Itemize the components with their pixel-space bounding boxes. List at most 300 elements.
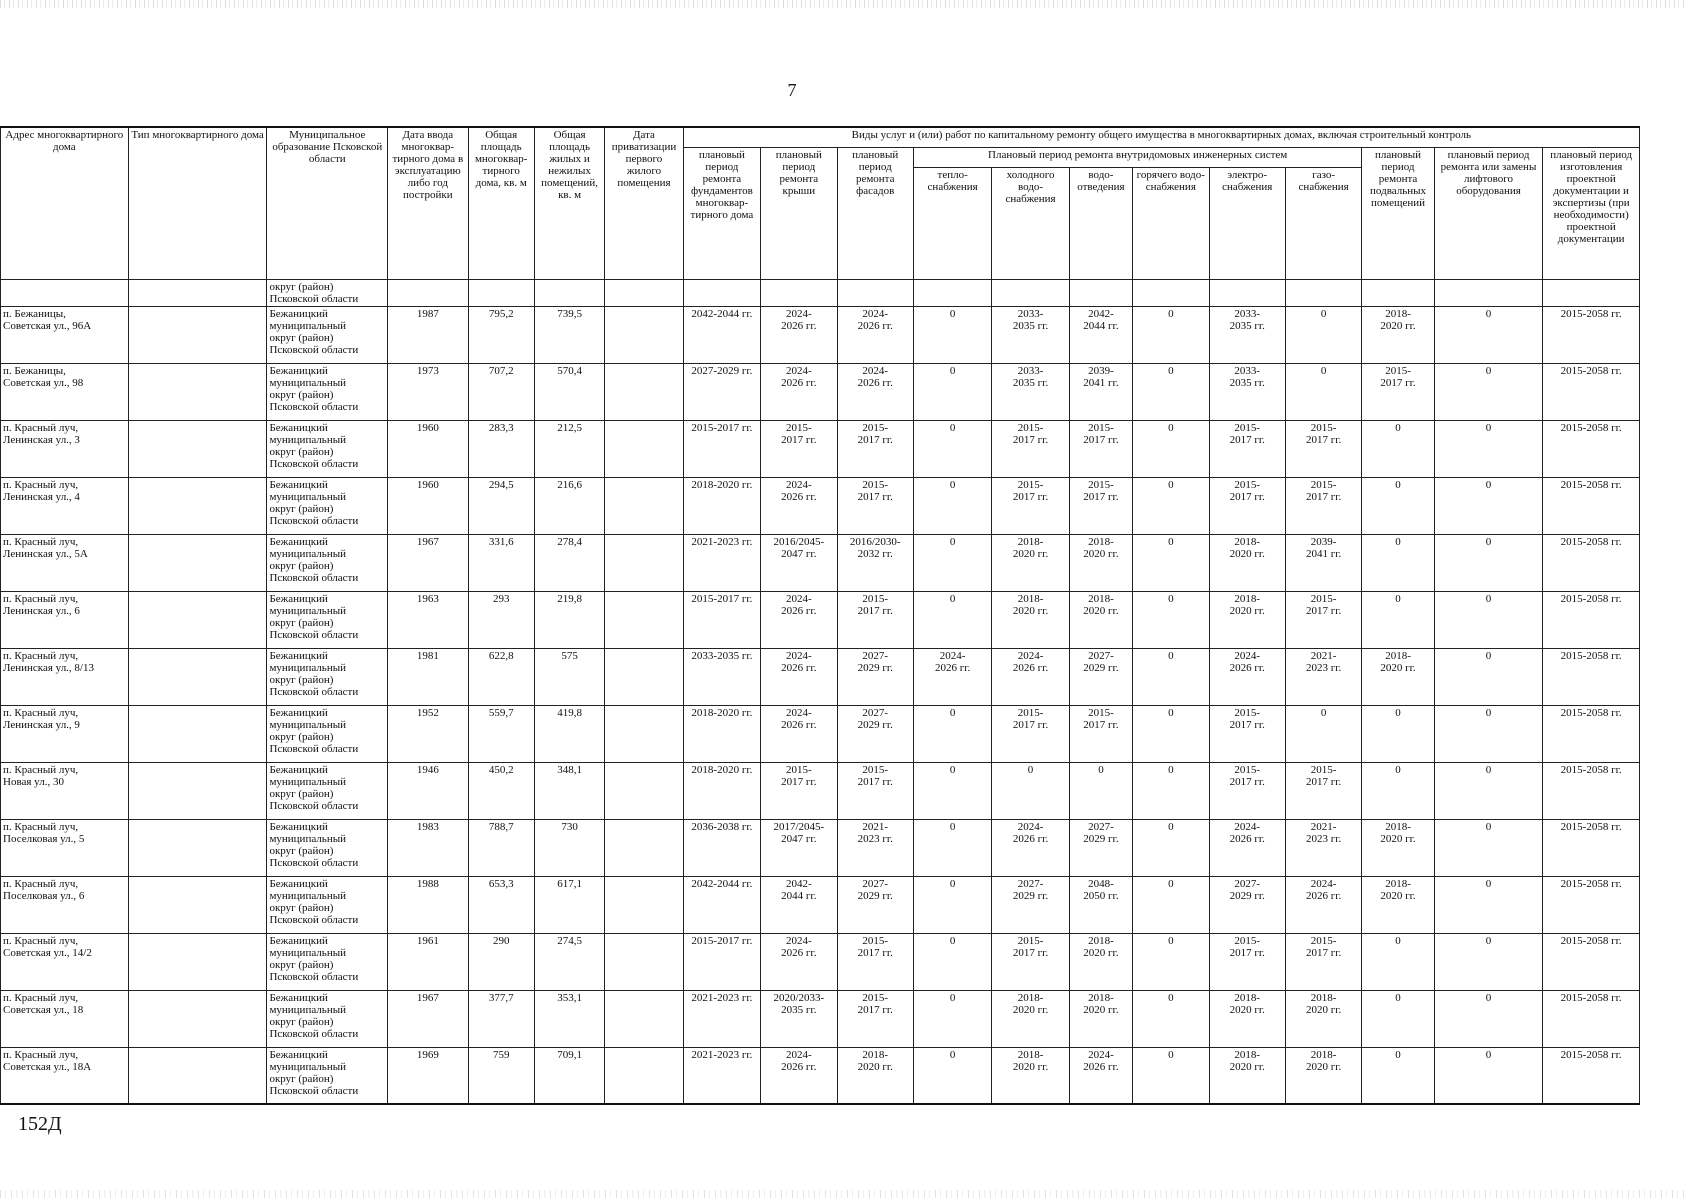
header-elevator: плановый период ремонта или замены лифтового оборудования (1434, 147, 1543, 279)
cell-facade: 2021- 2023 гг. (837, 819, 913, 876)
cell-foundation: 2018-2020 гг. (683, 477, 760, 534)
cell-address: п. Красный луч, Ленинская ул., 8/13 (1, 648, 129, 705)
cell-heating: 0 (913, 420, 991, 477)
cell-roof: 2024- 2026 гг. (761, 591, 837, 648)
cell-living-area: 575 (534, 648, 604, 705)
header-systems-group: Плановый период ремонта внутридомовых инженерных систем (913, 147, 1361, 167)
cell-gas: 2024- 2026 гг. (1285, 876, 1361, 933)
cell-electricity: 2015- 2017 гг. (1209, 933, 1285, 990)
cell-year: 1960 (388, 477, 468, 534)
cell-facade: 2015- 2017 гг. (837, 420, 913, 477)
cell-cold-water: 2024- 2026 гг. (992, 819, 1069, 876)
cell-elevator: 0 (1434, 1047, 1543, 1104)
cell-sewerage: 2018- 2020 гг. (1069, 990, 1132, 1047)
cell-basement: 0 (1362, 591, 1434, 648)
cell-type (128, 990, 267, 1047)
cell-heating: 0 (913, 306, 991, 363)
cell-facade: 2024- 2026 гг. (837, 363, 913, 420)
cell-sewerage: 2027- 2029 гг. (1069, 819, 1132, 876)
cell-basement: 0 (1362, 990, 1434, 1047)
cell-hot-water: 0 (1133, 762, 1209, 819)
cell-year: 1969 (388, 1047, 468, 1104)
cell-design: 2015-2058 гг. (1543, 477, 1640, 534)
cell-roof: 2042- 2044 гг. (761, 876, 837, 933)
cell-foundation: 2018-2020 гг. (683, 705, 760, 762)
cell-electricity: 2033- 2035 гг. (1209, 306, 1285, 363)
cell-elevator: 0 (1434, 648, 1543, 705)
cell-basement: 0 (1362, 420, 1434, 477)
cell-heating: 0 (913, 762, 991, 819)
cell-heating: 0 (913, 876, 991, 933)
cell-address: п. Бежаницы, Советская ул., 98 (1, 363, 129, 420)
cell-electricity: 2015- 2017 гг. (1209, 477, 1285, 534)
cell-address: п. Красный луч, Новая ул., 30 (1, 762, 129, 819)
cell-municipality: округ (район) Псковской области (267, 279, 388, 306)
cell-gas: 0 (1285, 306, 1361, 363)
cell-cold-water: 2015- 2017 гг. (992, 420, 1069, 477)
cell-privatization (605, 534, 683, 591)
cell-address: п. Красный луч, Поселковая ул., 5 (1, 819, 129, 876)
cell-living-area: 570,4 (534, 363, 604, 420)
cell-design: 2015-2058 гг. (1543, 534, 1640, 591)
cell-electricity: 2024- 2026 гг. (1209, 648, 1285, 705)
cell-electricity: 2015- 2017 гг. (1209, 705, 1285, 762)
table-row (1, 762, 1640, 819)
cell-total-area: 450,2 (468, 762, 534, 819)
cell-design: 2015-2058 гг. (1543, 762, 1640, 819)
cell-total-area: 653,3 (468, 876, 534, 933)
cell-sewerage: 2027- 2029 гг. (1069, 648, 1132, 705)
cell-design: 2015-2058 гг. (1543, 420, 1640, 477)
cell-total-area: 377,7 (468, 990, 534, 1047)
cell-living-area: 348,1 (534, 762, 604, 819)
cell-living-area: 278,4 (534, 534, 604, 591)
cell-cold-water: 2018- 2020 гг. (992, 591, 1069, 648)
cell-year: 1987 (388, 306, 468, 363)
header-basement: плановый период ремонта подвальных помещений (1362, 147, 1434, 279)
cell-basement: 2018- 2020 гг. (1362, 306, 1434, 363)
cell-basement: 0 (1362, 705, 1434, 762)
cell-gas: 2015- 2017 гг. (1285, 420, 1361, 477)
cell-electricity: 2018- 2020 гг. (1209, 591, 1285, 648)
cell-basement: 2015- 2017 гг. (1362, 363, 1434, 420)
header-total-area: Общая площадь многоквар-тирного дома, кв. м (468, 127, 534, 279)
cell-municipality: Бежаницкий муниципальный округ (район) Псковской области (267, 591, 388, 648)
cell-foundation: 2042-2044 гг. (683, 876, 760, 933)
cell-address: п. Красный луч, Советская ул., 14/2 (1, 933, 129, 990)
cell-roof: 2016/2045- 2047 гг. (761, 534, 837, 591)
cell-year: 1961 (388, 933, 468, 990)
cell-gas: 2015- 2017 гг. (1285, 762, 1361, 819)
cell-privatization (605, 819, 683, 876)
header-privatization-date: Дата приватизации первого жилого помещения (605, 127, 683, 279)
cell-total-area: 622,8 (468, 648, 534, 705)
cell-gas: 2015- 2017 гг. (1285, 477, 1361, 534)
cell-type (128, 534, 267, 591)
cell-year: 1983 (388, 819, 468, 876)
cell-electricity: 2015- 2017 гг. (1209, 762, 1285, 819)
cell-sewerage: 2018- 2020 гг. (1069, 591, 1132, 648)
cell-basement: 0 (1362, 1047, 1434, 1104)
cell-sewerage: 2015- 2017 гг. (1069, 420, 1132, 477)
cell-municipality: Бежаницкий муниципальный округ (район) Псковской области (267, 420, 388, 477)
header-facade: плановый период ремонта фасадов (837, 147, 913, 279)
cell-gas: 0 (1285, 705, 1361, 762)
cell-privatization (605, 1047, 683, 1104)
table-row (1, 363, 1640, 420)
cell-type (128, 591, 267, 648)
header-hot-water: горячего водо-снабжения (1133, 167, 1209, 279)
cell-electricity: 2018- 2020 гг. (1209, 1047, 1285, 1104)
cell-total-area: 559,7 (468, 705, 534, 762)
cell-type (128, 933, 267, 990)
cell-privatization (605, 933, 683, 990)
cell-hot-water: 0 (1133, 591, 1209, 648)
header-design-docs: плановый период изготовления проектной документации и экспертизы (при необходимости) проектной документации (1543, 147, 1640, 279)
cell-total-area: 788,7 (468, 819, 534, 876)
cell-foundation: 2021-2023 гг. (683, 990, 760, 1047)
cell-gas: 0 (1285, 363, 1361, 420)
table-row (1, 648, 1640, 705)
cell-municipality: Бежаницкий муниципальный округ (район) Псковской области (267, 1047, 388, 1104)
table-body (1, 279, 1640, 1104)
cell-gas: 2021- 2023 гг. (1285, 819, 1361, 876)
cell-elevator: 0 (1434, 762, 1543, 819)
cell-address: п. Красный луч, Ленинская ул., 9 (1, 705, 129, 762)
cell-cold-water: 2018- 2020 гг. (992, 534, 1069, 591)
cell-year: 1988 (388, 876, 468, 933)
cell-basement: 2018- 2020 гг. (1362, 876, 1434, 933)
table-row (1, 306, 1640, 363)
cell-roof: 2024- 2026 гг. (761, 363, 837, 420)
cell-municipality: Бежаницкий муниципальный округ (район) Псковской области (267, 819, 388, 876)
cell-type (128, 762, 267, 819)
cell-heating: 0 (913, 990, 991, 1047)
cell-basement: 2018- 2020 гг. (1362, 648, 1434, 705)
cell-municipality: Бежаницкий муниципальный округ (район) Псковской области (267, 648, 388, 705)
table-row (1, 819, 1640, 876)
cell-address: п. Красный луч, Советская ул., 18А (1, 1047, 129, 1104)
table-row (1, 933, 1640, 990)
cell-year: 1960 (388, 420, 468, 477)
cell-design: 2015-2058 гг. (1543, 876, 1640, 933)
cell-year: 1973 (388, 363, 468, 420)
cell-roof: 2024- 2026 гг. (761, 477, 837, 534)
cell-facade: 2015- 2017 гг. (837, 591, 913, 648)
cell-foundation: 2015-2017 гг. (683, 933, 760, 990)
cell-living-area: 709,1 (534, 1047, 604, 1104)
cell-living-area: 419,8 (534, 705, 604, 762)
cell-cold-water: 2018- 2020 гг. (992, 1047, 1069, 1104)
table-row (1, 420, 1640, 477)
cell-total-area: 759 (468, 1047, 534, 1104)
cell-address: п. Красный луч, Ленинская ул., 4 (1, 477, 129, 534)
cell-basement: 0 (1362, 534, 1434, 591)
cell-hot-water: 0 (1133, 705, 1209, 762)
table-row (1, 477, 1640, 534)
cell-gas: 2021- 2023 гг. (1285, 648, 1361, 705)
cell-living-area: 219,8 (534, 591, 604, 648)
cell-type (128, 876, 267, 933)
cell-basement: 0 (1362, 762, 1434, 819)
cell-roof: 2024- 2026 гг. (761, 705, 837, 762)
cell-facade: 2015- 2017 гг. (837, 990, 913, 1047)
scan-noise-top (0, 0, 1686, 8)
cell-living-area: 274,5 (534, 933, 604, 990)
cell-municipality: Бежаницкий муниципальный округ (район) Псковской области (267, 762, 388, 819)
cell-privatization (605, 306, 683, 363)
cell-foundation: 2018-2020 гг. (683, 762, 760, 819)
cell-address: п. Красный луч, Советская ул., 18 (1, 990, 129, 1047)
cell-heating: 0 (913, 477, 991, 534)
cell-elevator: 0 (1434, 591, 1543, 648)
cell-type (128, 819, 267, 876)
scan-noise-bottom (0, 1190, 1686, 1198)
cell-type (128, 363, 267, 420)
cell-privatization (605, 477, 683, 534)
table-row (1, 1047, 1640, 1104)
cell-roof: 2024- 2026 гг. (761, 648, 837, 705)
cell-design: 2015-2058 гг. (1543, 1047, 1640, 1104)
cell-hot-water: 0 (1133, 534, 1209, 591)
cell-elevator: 0 (1434, 363, 1543, 420)
cell-heating: 0 (913, 1047, 991, 1104)
cell-address: п. Красный луч, Ленинская ул., 5А (1, 534, 129, 591)
cell-electricity: 2015- 2017 гг. (1209, 420, 1285, 477)
cell-privatization (605, 990, 683, 1047)
cell-facade: 2015- 2017 гг. (837, 933, 913, 990)
continuation-row (1, 279, 1640, 306)
cell-foundation: 2021-2023 гг. (683, 534, 760, 591)
cell-type (128, 306, 267, 363)
cell-heating: 0 (913, 534, 991, 591)
capital-repair-table (0, 126, 1640, 1105)
cell-sewerage: 2018- 2020 гг. (1069, 933, 1132, 990)
cell-type (128, 648, 267, 705)
cell-facade: 2015- 2017 гг. (837, 477, 913, 534)
cell-sewerage: 2042- 2044 гг. (1069, 306, 1132, 363)
header-municipality: Муниципальное образование Псковской области (267, 127, 388, 279)
cell-cold-water: 2015- 2017 гг. (992, 705, 1069, 762)
cell-roof: 2015- 2017 гг. (761, 762, 837, 819)
cell-municipality: Бежаницкий муниципальный округ (район) Псковской области (267, 363, 388, 420)
cell-elevator: 0 (1434, 876, 1543, 933)
cell-cold-water: 2033- 2035 гг. (992, 363, 1069, 420)
cell-design: 2015-2058 гг. (1543, 990, 1640, 1047)
cell-type (128, 705, 267, 762)
table-row (1, 705, 1640, 762)
header-roof: плановый период ремонта крыши (761, 147, 837, 279)
cell-total-area: 795,2 (468, 306, 534, 363)
cell-living-area: 617,1 (534, 876, 604, 933)
cell-hot-water: 0 (1133, 420, 1209, 477)
cell-year: 1981 (388, 648, 468, 705)
cell-facade: 2027- 2029 гг. (837, 876, 913, 933)
cell-total-area: 331,6 (468, 534, 534, 591)
header-living-area: Общая площадь жилых и нежилых помещений, кв. м (534, 127, 604, 279)
cell-living-area: 216,6 (534, 477, 604, 534)
header-address: Адрес многоквартирного дома (1, 127, 129, 279)
cell-foundation: 2042-2044 гг. (683, 306, 760, 363)
cell-sewerage: 2024- 2026 гг. (1069, 1047, 1132, 1104)
cell-address: п. Красный луч, Ленинская ул., 3 (1, 420, 129, 477)
cell-address: п. Бежаницы, Советская ул., 96А (1, 306, 129, 363)
cell-foundation: 2033-2035 гг. (683, 648, 760, 705)
cell-sewerage: 2015- 2017 гг. (1069, 477, 1132, 534)
header-sewerage: водо-отведения (1069, 167, 1132, 279)
cell-living-area: 212,5 (534, 420, 604, 477)
cell-elevator: 0 (1434, 420, 1543, 477)
cell-facade: 2024- 2026 гг. (837, 306, 913, 363)
cell-heating: 0 (913, 705, 991, 762)
cell-cold-water: 2033- 2035 гг. (992, 306, 1069, 363)
cell-address: п. Красный луч, Поселковая ул., 6 (1, 876, 129, 933)
cell-year: 1963 (388, 591, 468, 648)
cell-total-area: 294,5 (468, 477, 534, 534)
cell-hot-water: 0 (1133, 363, 1209, 420)
cell-design: 2015-2058 гг. (1543, 591, 1640, 648)
cell-electricity: 2027- 2029 гг. (1209, 876, 1285, 933)
cell-privatization (605, 363, 683, 420)
table-row (1, 534, 1640, 591)
table-row (1, 876, 1640, 933)
cell-electricity: 2024- 2026 гг. (1209, 819, 1285, 876)
cell-elevator: 0 (1434, 705, 1543, 762)
cell-design: 2015-2058 гг. (1543, 705, 1640, 762)
table-row (1, 990, 1640, 1047)
cell-elevator: 0 (1434, 306, 1543, 363)
cell-heating: 0 (913, 819, 991, 876)
cell-roof: 2024- 2026 гг. (761, 1047, 837, 1104)
cell-cold-water: 2027- 2029 гг. (992, 876, 1069, 933)
header-type: Тип многоквартирного дома (128, 127, 267, 279)
cell-facade: 2027- 2029 гг. (837, 705, 913, 762)
cell-electricity: 2018- 2020 гг. (1209, 990, 1285, 1047)
cell-municipality: Бежаницкий муниципальный округ (район) Псковской области (267, 933, 388, 990)
cell-hot-water: 0 (1133, 306, 1209, 363)
cell-year: 1967 (388, 534, 468, 591)
cell-heating: 0 (913, 363, 991, 420)
cell-facade: 2018- 2020 гг. (837, 1047, 913, 1104)
cell-elevator: 0 (1434, 534, 1543, 591)
cell-foundation: 2021-2023 гг. (683, 1047, 760, 1104)
cell-cold-water: 2015- 2017 гг. (992, 477, 1069, 534)
cell-type (128, 420, 267, 477)
cell-roof: 2024- 2026 гг. (761, 306, 837, 363)
cell-privatization (605, 762, 683, 819)
cell-foundation: 2015-2017 гг. (683, 591, 760, 648)
cell-total-area: 290 (468, 933, 534, 990)
cell-total-area: 293 (468, 591, 534, 648)
cell-sewerage: 2018- 2020 гг. (1069, 534, 1132, 591)
cell-roof: 2015- 2017 гг. (761, 420, 837, 477)
cell-total-area: 707,2 (468, 363, 534, 420)
header-cold-water: холодного водо-снабжения (992, 167, 1069, 279)
cell-design: 2015-2058 гг. (1543, 933, 1640, 990)
cell-foundation: 2015-2017 гг. (683, 420, 760, 477)
cell-gas: 2039- 2041 гг. (1285, 534, 1361, 591)
cell-facade: 2016/2030- 2032 гг. (837, 534, 913, 591)
cell-foundation: 2036-2038 гг. (683, 819, 760, 876)
cell-design: 2015-2058 гг. (1543, 306, 1640, 363)
cell-elevator: 0 (1434, 477, 1543, 534)
cell-municipality: Бежаницкий муниципальный округ (район) Псковской области (267, 876, 388, 933)
cell-basement: 2018- 2020 гг. (1362, 819, 1434, 876)
cell-living-area: 730 (534, 819, 604, 876)
header-electricity: электро-снабжения (1209, 167, 1285, 279)
cell-sewerage: 2048- 2050 гг. (1069, 876, 1132, 933)
cell-cold-water: 2018- 2020 гг. (992, 990, 1069, 1047)
cell-hot-water: 0 (1133, 819, 1209, 876)
cell-type (128, 1047, 267, 1104)
cell-municipality: Бежаницкий муниципальный округ (район) Псковской области (267, 705, 388, 762)
cell-design: 2015-2058 гг. (1543, 648, 1640, 705)
header-heating: тепло-снабжения (913, 167, 991, 279)
cell-municipality: Бежаницкий муниципальный округ (район) Псковской области (267, 306, 388, 363)
cell-hot-water: 0 (1133, 648, 1209, 705)
header-works-group: Виды услуг и (или) работ по капитальному ремонту общего имущества в многоквартирных домах, включая строительный контроль (683, 127, 1639, 147)
cell-elevator: 0 (1434, 933, 1543, 990)
document-code: 152Д (18, 1113, 62, 1135)
cell-gas: 2018- 2020 гг. (1285, 1047, 1361, 1104)
cell-facade: 2015- 2017 гг. (837, 762, 913, 819)
cell-type (128, 477, 267, 534)
cell-roof: 2024- 2026 гг. (761, 933, 837, 990)
cell-total-area: 283,3 (468, 420, 534, 477)
cell-privatization (605, 591, 683, 648)
cell-roof: 2017/2045- 2047 гг. (761, 819, 837, 876)
cell-electricity: 2018- 2020 гг. (1209, 534, 1285, 591)
cell-heating: 0 (913, 933, 991, 990)
cell-hot-water: 0 (1133, 1047, 1209, 1104)
cell-cold-water: 2015- 2017 гг. (992, 933, 1069, 990)
cell-electricity: 2033- 2035 гг. (1209, 363, 1285, 420)
cell-address: п. Красный луч, Ленинская ул., 6 (1, 591, 129, 648)
cell-hot-water: 0 (1133, 933, 1209, 990)
cell-gas: 2018- 2020 гг. (1285, 990, 1361, 1047)
cell-design: 2015-2058 гг. (1543, 363, 1640, 420)
cell-year: 1952 (388, 705, 468, 762)
cell-privatization (605, 648, 683, 705)
cell-privatization (605, 876, 683, 933)
cell-facade: 2027- 2029 гг. (837, 648, 913, 705)
cell-basement: 0 (1362, 933, 1434, 990)
cell-sewerage: 0 (1069, 762, 1132, 819)
cell-heating: 0 (913, 591, 991, 648)
cell-roof: 2020/2033- 2035 гг. (761, 990, 837, 1047)
cell-elevator: 0 (1434, 819, 1543, 876)
cell-foundation: 2027-2029 гг. (683, 363, 760, 420)
cell-cold-water: 0 (992, 762, 1069, 819)
cell-living-area: 353,1 (534, 990, 604, 1047)
cell-year: 1946 (388, 762, 468, 819)
cell-privatization (605, 705, 683, 762)
table-row (1, 591, 1640, 648)
cell-gas: 2015- 2017 гг. (1285, 933, 1361, 990)
cell-cold-water: 2024- 2026 гг. (992, 648, 1069, 705)
cell-sewerage: 2039- 2041 гг. (1069, 363, 1132, 420)
cell-hot-water: 0 (1133, 876, 1209, 933)
cell-heating: 2024- 2026 гг. (913, 648, 991, 705)
cell-privatization (605, 420, 683, 477)
cell-municipality: Бежаницкий муниципальный округ (район) Псковской области (267, 477, 388, 534)
cell-sewerage: 2015- 2017 гг. (1069, 705, 1132, 762)
cell-year: 1967 (388, 990, 468, 1047)
cell-elevator: 0 (1434, 990, 1543, 1047)
cell-hot-water: 0 (1133, 990, 1209, 1047)
cell-basement: 0 (1362, 477, 1434, 534)
cell-municipality: Бежаницкий муниципальный округ (район) Псковской области (267, 990, 388, 1047)
